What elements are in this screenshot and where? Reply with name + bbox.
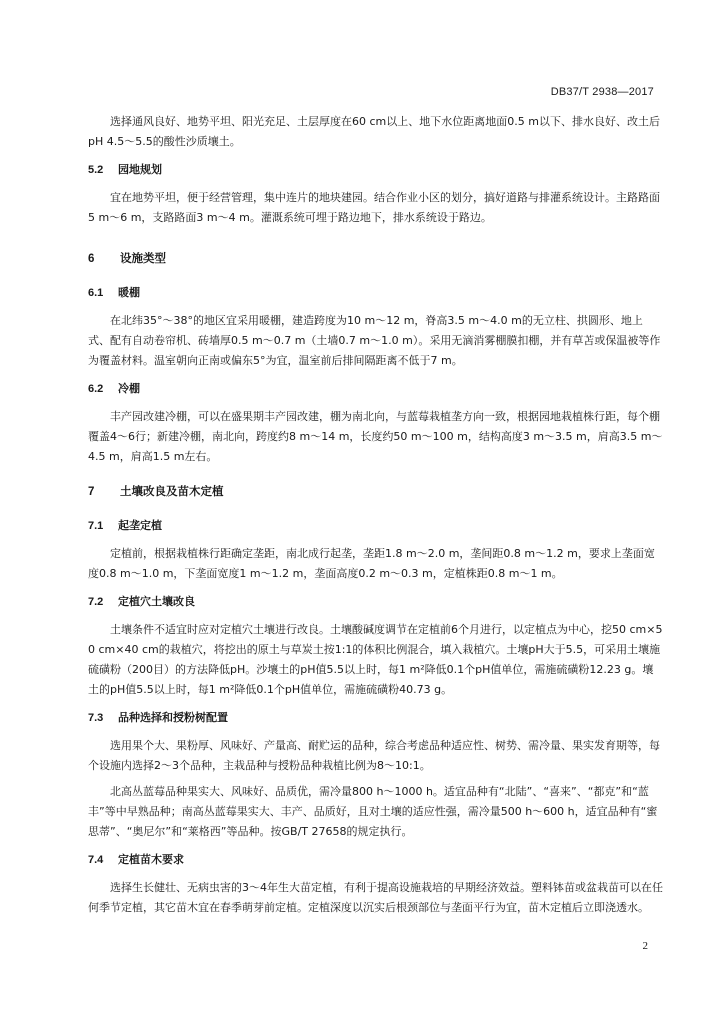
heading-title: 起垄定植 xyxy=(118,519,162,532)
page-number: 2 xyxy=(642,940,648,952)
heading-number: 7 xyxy=(88,486,95,498)
paragraph: 土壤条件不适宜时应对定植穴土壤进行改良。土壤酸碱度调节在定植前6个月进行，以定植点为中心，挖50 cm×50 cm×40 cm的栽植穴，将挖出的原土与草炭土按1:1的体积比例混合，填入栽植穴。土壤pH大于5.5，可采用土壤施硫磺粉（200目）的方法降低pH。沙壤土的pH值5.5以上时，每1 m²降低0.1个pH值单位，需施硫磺粉12.23 g。壤土的pH值5.5以上时，每1 m²降低0.1个pH值单位，需施硫磺粉40.73 g。 xyxy=(88,623,663,696)
paragraph: 在北纬35°～38°的地区宜采用暖棚，建造跨度为10 m～12 m，脊高3.5 m～4.0 m的无立柱、拱圆形、地上式、配有自动卷帘机、砖墙厚0.5 m～0.7 m（土墙0.7 m～1.0 m）。采用无滴消雾棚膜扣棚，并有草苫或保温被等作为覆盖材料。温室朝向正南或偏东5°为宜，温室前后排间隔距离不低于7 m。 xyxy=(88,314,661,367)
subsection-heading xyxy=(88,379,663,399)
subsection-heading xyxy=(88,850,663,870)
heading-number: 5.2 xyxy=(88,164,104,176)
subsection-heading xyxy=(88,708,663,728)
heading-number: 7.3 xyxy=(88,712,104,724)
standard-code-header: DB37/T 2938—2017 xyxy=(550,86,654,98)
paragraph: 选用果个大、果粉厚、风味好、产量高、耐贮运的品种，综合考虑品种适应性、树势、需冷量、果实发育期等，每个设施内选择2～3个品种，主栽品种与授粉品种栽植比例为8～10:1。 xyxy=(88,739,660,772)
paragraph: 定植前，根据栽植株行距确定垄距，南北成行起垄，垄距1.8 m～2.0 m，垄间距0.8 m～1.2 m，要求上垄面宽度0.8 m～1.0 m，下垄面宽度1 m～1.2 m，垄面高度0.2 m～0.3 m，定植株距0.8 m～1 m。 xyxy=(88,547,655,580)
heading-title: 设施类型 xyxy=(120,251,166,265)
paragraph: 丰产园改建冷棚，可以在盛果期丰产园改建，棚为南北向，与蓝莓栽植垄方向一致，根据园地栽植株行距，每个棚覆盖4～6行；新建冷棚，南北向，跨度约8 m～14 m，长度约50 m～100 m，结构高度3 m～3.5 m，肩高3.5 m～4.5 m，肩高1.5 m左右。 xyxy=(88,410,663,463)
document-body xyxy=(88,112,663,924)
heading-number: 6.2 xyxy=(88,383,104,395)
heading-title: 冷棚 xyxy=(118,382,140,395)
subsection-heading xyxy=(88,160,663,180)
subsection-heading xyxy=(88,516,663,536)
section-heading xyxy=(88,248,663,269)
heading-title: 暖棚 xyxy=(118,286,140,299)
heading-title: 品种选择和授粉树配置 xyxy=(118,711,228,724)
paragraph: 北高丛蓝莓品种果实大、风味好、品质优，需冷量800 h～1000 h。适宜品种有“北陆”、“喜来”、“都克”和“蓝丰”等中早熟品种；南高丛蓝莓果实大、丰产、品质好，且对土壤的适应性强，需冷量500 h～600 h，适宜品种有“蜜思蒂”、“奥尼尔”和“莱格西”等品种。按GB/T 27658的规定执行。 xyxy=(88,785,658,838)
heading-title: 定植穴土壤改良 xyxy=(118,595,195,608)
heading-title: 园地规划 xyxy=(118,163,162,176)
section-heading xyxy=(88,481,663,502)
heading-number: 7.1 xyxy=(88,520,104,532)
paragraph: 选择通风良好、地势平坦、阳光充足、土层厚度在60 cm以上、地下水位距离地面0.5 m以下、排水良好、改土后pH 4.5～5.5的酸性沙质壤土。 xyxy=(88,115,660,148)
subsection-heading xyxy=(88,283,663,303)
heading-number: 6.1 xyxy=(88,287,104,299)
paragraph: 宜在地势平坦，便于经营管理，集中连片的地块建园。结合作业小区的划分，搞好道路与排灌系统设计。主路路面5 m～6 m，支路路面3 m～4 m。灌溉系统可埋于路边地下，排水系统设于路边。 xyxy=(88,191,660,224)
heading-number: 7.4 xyxy=(88,854,104,866)
heading-number: 7.2 xyxy=(88,596,104,608)
heading-number: 6 xyxy=(88,253,95,265)
heading-title: 定植苗木要求 xyxy=(118,853,184,866)
subsection-heading xyxy=(88,592,663,612)
heading-title: 土壤改良及苗木定植 xyxy=(120,484,224,498)
paragraph: 选择生长健壮、无病虫害的3～4年生大苗定植，有利于提高设施栽培的早期经济效益。塑料钵苗或盆栽苗可以在任何季节定植，其它苗木宜在春季萌芽前定植。定植深度以沉实后根颈部位与垄面平行为宜，苗木定植后立即浇透水。 xyxy=(88,881,663,914)
